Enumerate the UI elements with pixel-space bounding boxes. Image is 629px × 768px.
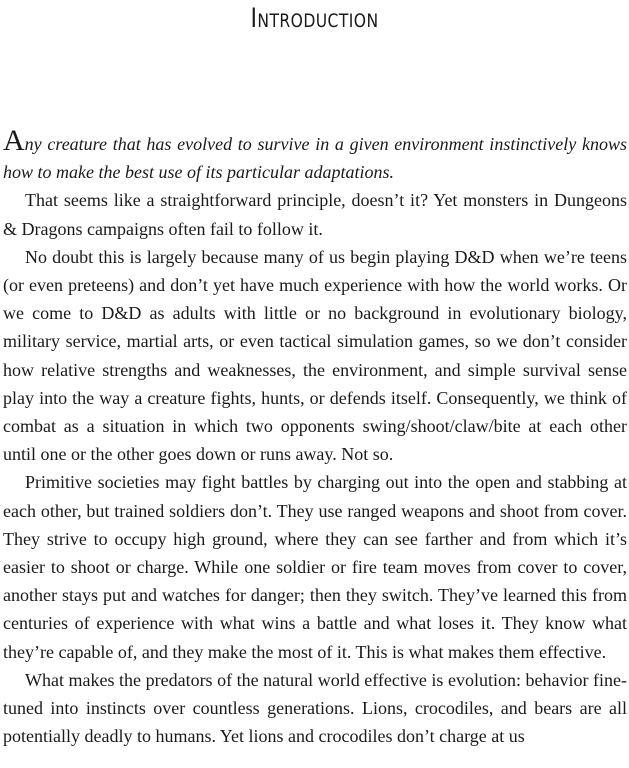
paragraph-3: Primitive societies may fight battles by charging out into the open and stabbing at each other, but trained soldiers don’t. They use ranged weapons and shoot from cover. They strive to occupy high ground, where they can see farther and from which it’s easier to shoot or charge. While one soldier or fire team moves from cover to cover, another stays put and watches for danger; then they switch. They’ve learned this from centuries of experience with what wins a battle and what loses it. They know what they’re capable of, and they make the most of it. This is what makes them effective. — [3, 472, 627, 662]
lead-paragraph — [3, 124, 627, 186]
chapter-title: Introduction — [250, 3, 379, 34]
drop-cap-letter: A — [3, 124, 25, 157]
paragraph-4: What makes the predators of the natural world effective is evolution: behavior fine-tuned into instincts over countless generations. Lions, crocodiles, and bears are all potentially deadly to humans. Yet lions and crocodiles don’t charge at us — [3, 669, 627, 747]
paragraph-2: No doubt this is largely because many of us begin playing D&D when we’re teens (or even preteens) and don’t yet have much experience with how the world works. Or we come to D&D as adults with little or no background in evolutionary biology, military service, martial arts, or even tactical simulation games, so we don’t consider how relative strengths and weaknesses, the environment, and simple survival sense play into the way a creature fights, hunts, or defends itself. Consequently, we think of combat as a situation in which two opponents swing/shoot/claw/bite at each other until one or the other goes down or runs away. Not so. — [3, 246, 627, 465]
lead-paragraph-text: ny creature that has evolved to survive in a given environment instinctively knows how to make the best use of its particular adaptations. — [3, 134, 627, 183]
body-text — [3, 124, 627, 750]
paragraph-1: That seems like a straightforward principle, doesn’t it? Yet monsters in Dungeons & Dragons campaigns often fail to follow it. — [3, 190, 627, 239]
